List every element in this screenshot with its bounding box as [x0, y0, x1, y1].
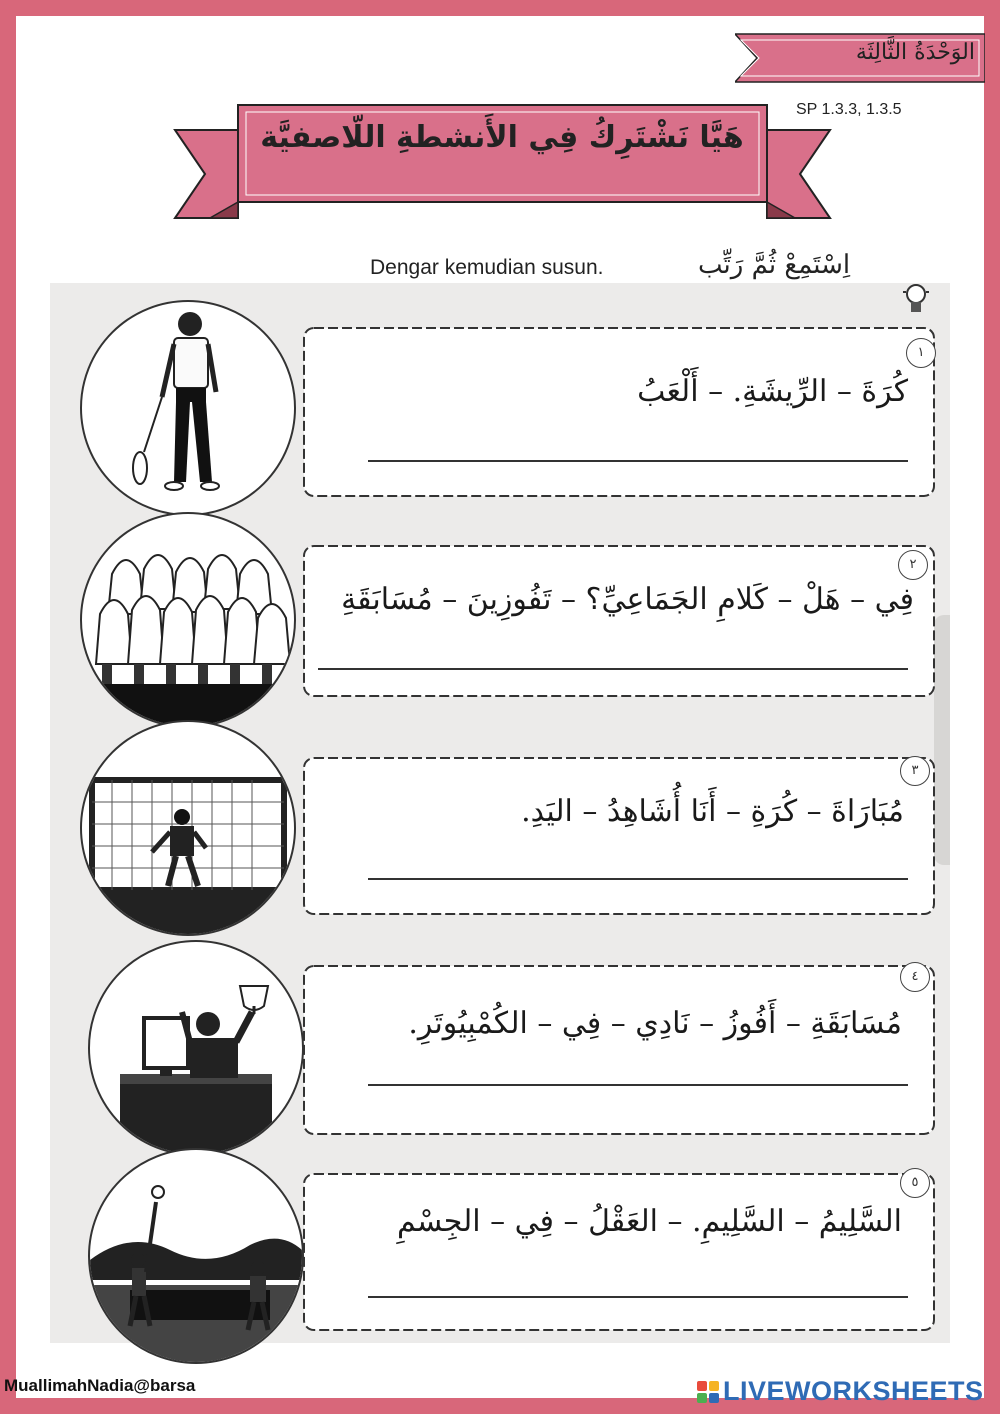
- badminton-player-image: [80, 300, 296, 516]
- exercise-number: ٤: [900, 962, 930, 992]
- exercise-card-1: [298, 322, 940, 502]
- answer-line[interactable]: [318, 668, 908, 670]
- outdoor-sports-image: [88, 1148, 304, 1364]
- brand-name: LIVEWORKSHEETS: [723, 1376, 984, 1406]
- exercise-number: ٥: [900, 1168, 930, 1198]
- answer-line[interactable]: [368, 1084, 908, 1086]
- exercise-card-3: [298, 752, 940, 920]
- exercise-card-2: [298, 540, 940, 702]
- scrambled-words: مُسَابَقَةِ – أَفُوزُ – نَادِي – فِي – الكُمْبِيُوتَرِ.: [408, 1006, 902, 1041]
- scrambled-words: السَّلِيمُ – السَّلِيمِ. – العَقْلُ – فِي – الجِسْمِ: [397, 1204, 902, 1239]
- instruction-arabic: اِسْتَمِعْ ثُمَّ رَتِّب: [698, 250, 851, 280]
- exercise-number: ٢: [898, 550, 928, 580]
- unit-label: الوَحْدَةُ الثَّالِثَة: [855, 40, 975, 65]
- scrambled-words: مُبَارَاةَ – كُرَةِ – أَنَا أُشَاهِدُ – اليَدِ.: [521, 794, 904, 829]
- answer-line[interactable]: [368, 878, 908, 880]
- sp-reference: SP 1.3.3, 1.3.5: [796, 101, 902, 118]
- author-credit: MuallimahNadia@barsa: [4, 1376, 196, 1395]
- liveworksheets-logo-icon: [697, 1381, 719, 1403]
- handball-goalkeeper-image: [80, 720, 296, 936]
- liveworksheets-brand[interactable]: [697, 1376, 984, 1407]
- scrambled-words: فِي – هَلْ – كَلامِ الجَمَاعِيِّ؟ – تَفُوزِينَ – مُسَابَقَةِ: [341, 582, 914, 617]
- scrambled-words: كُرَةَ – الرِّيشَةِ. – أَلْعَبُ: [637, 374, 908, 409]
- exercise-number: ١: [906, 338, 936, 368]
- lightbulb-icon: [903, 282, 929, 318]
- unit-ribbon: [735, 32, 985, 84]
- exercise-card-5: [298, 1168, 940, 1336]
- answer-line[interactable]: [368, 460, 908, 462]
- answer-line[interactable]: [368, 1296, 908, 1298]
- page-title: هَيَّا نَشْتَرِكُ فِي الأَنشطةِ اللّاصفيَّة: [260, 120, 744, 155]
- girls-group-image: [80, 512, 296, 728]
- exercise-number: ٣: [900, 756, 930, 786]
- computer-trophy-image: [88, 940, 304, 1156]
- instruction-malay: Dengar kemudian susun.: [370, 256, 604, 279]
- exercise-card-4: [298, 960, 940, 1140]
- title-banner: [170, 100, 835, 235]
